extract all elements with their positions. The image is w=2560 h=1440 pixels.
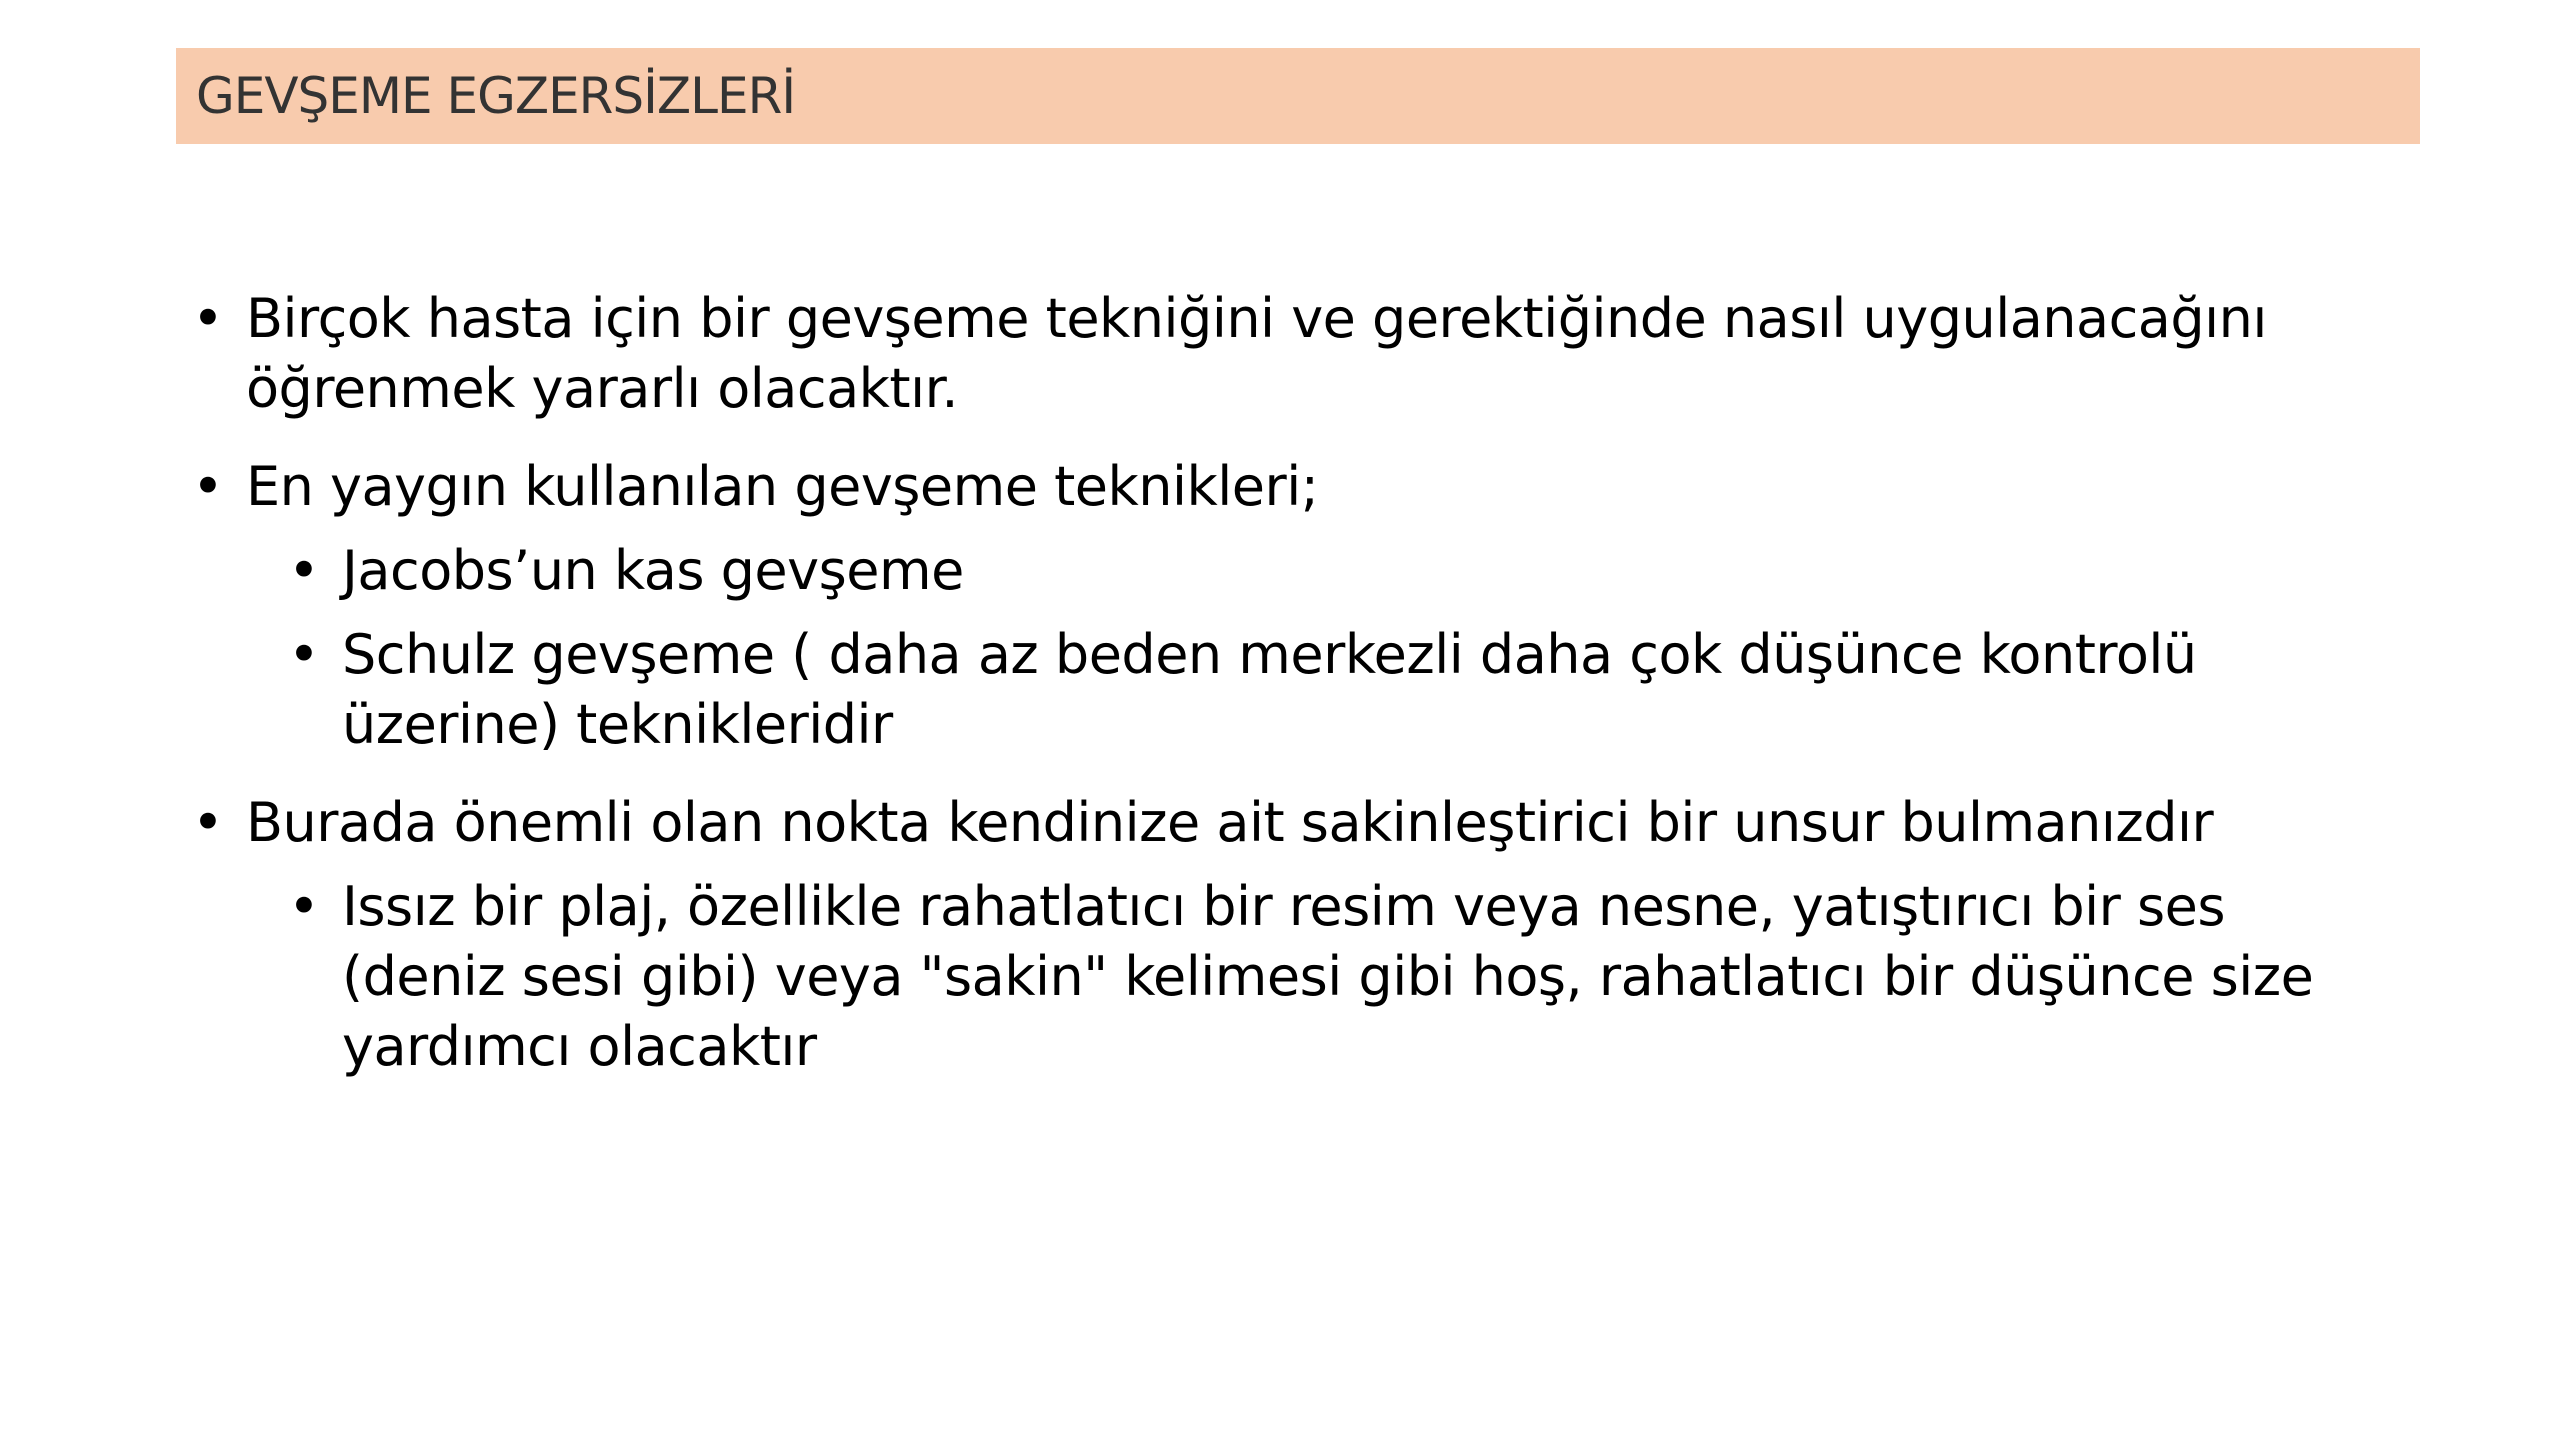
slide-title: GEVŞEME EGZERSİZLERİ: [196, 67, 796, 125]
sub-bullet-text: Schulz gevşeme ( daha az beden merkezli daha çok düşünce kontrolü üzerine) teknikleridir: [342, 623, 2197, 756]
sub-bullet-icon: •: [288, 539, 320, 602]
bullet-icon: •: [192, 455, 224, 518]
bullet-text: Burada önemli olan nokta kendinize ait sakinleştirici bir unsur bulmanızdır: [246, 791, 2214, 854]
sub-bullet-list: [176, 536, 2376, 760]
sub-bullet-item: [176, 536, 2376, 606]
sub-bullet-item: [176, 872, 2376, 1082]
sub-bullet-icon: •: [288, 875, 320, 938]
bullet-list: [176, 284, 2376, 1110]
sub-bullet-list: [176, 872, 2376, 1082]
bullet-text: En yaygın kullanılan gevşeme teknikleri;: [246, 455, 1319, 518]
bullet-item: [176, 788, 2376, 1082]
bullet-icon: •: [192, 287, 224, 350]
sub-bullet-text: Issız bir plaj, özellikle rahatlatıcı bir resim veya nesne, yatıştırıcı bir ses (deniz sesi gibi) veya "sakin" kelimesi gibi hoş, rahatlatıcı bir düşünce size yardımcı olacaktır: [342, 875, 2314, 1078]
sub-bullet-item: [176, 620, 2376, 760]
sub-bullet-text: Jacobs’un kas gevşeme: [342, 539, 964, 602]
bullet-item: [176, 452, 2376, 760]
bullet-item: [176, 284, 2376, 424]
bullet-icon: •: [192, 791, 224, 854]
sub-bullet-icon: •: [288, 623, 320, 686]
title-bar: [176, 48, 2420, 144]
bullet-text: Birçok hasta için bir gevşeme tekniğini ve gerektiğinde nasıl uygulanacağını öğrenmek yararlı olacaktır.: [246, 287, 2267, 420]
